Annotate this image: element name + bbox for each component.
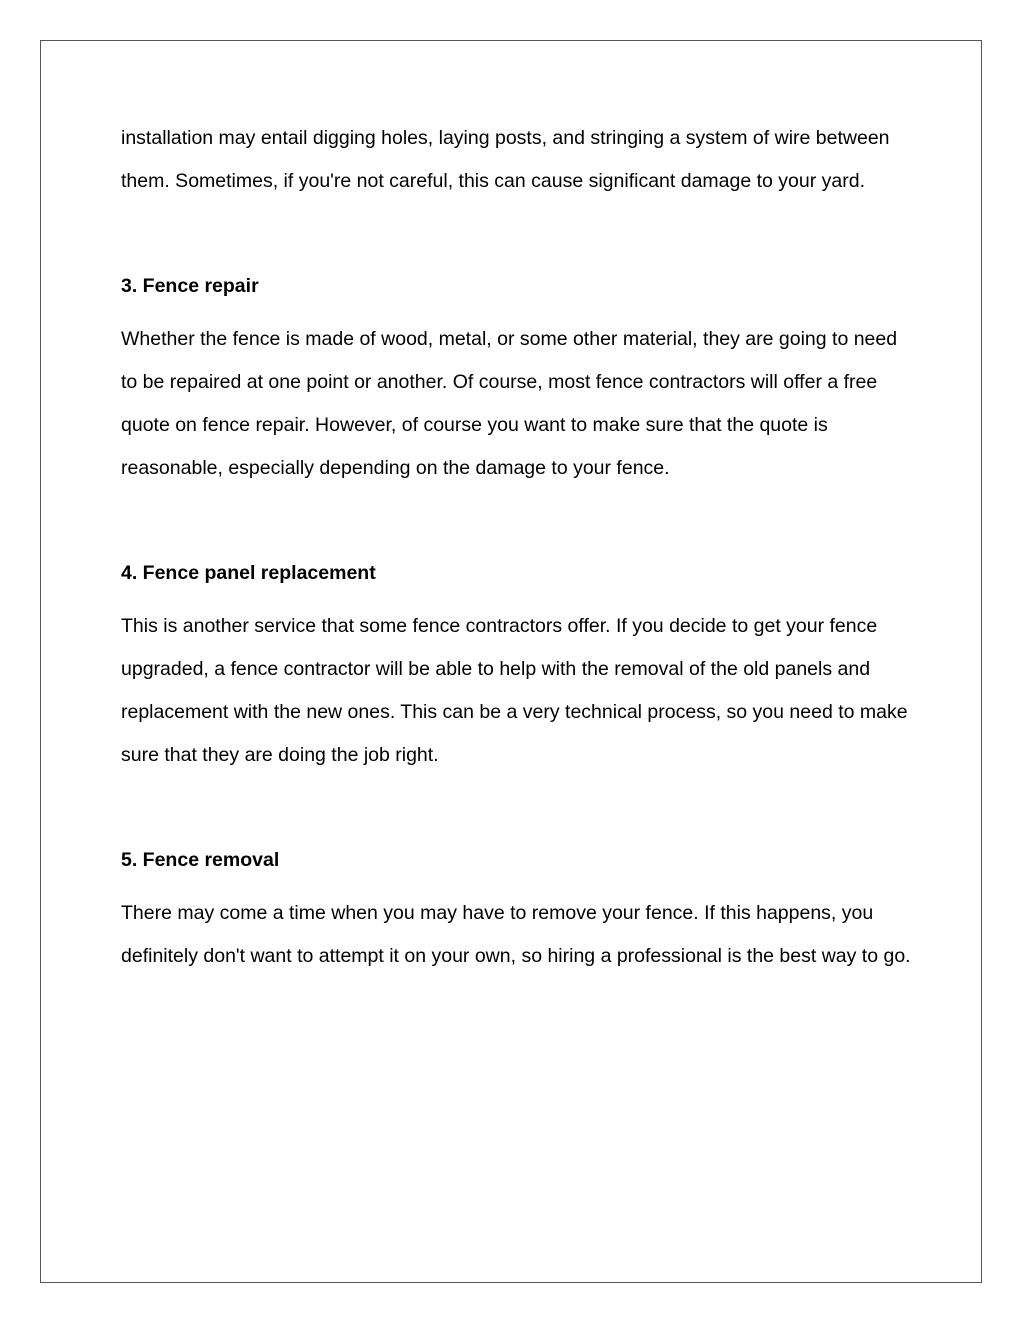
section-paragraph: This is another service that some fence contractors offer. If you decide to get your fence upgraded, a fence contractor will be able to help with the removal of the old panels and replacement with the new ones. This can be a very technical process, so you need to make sure that they are doing the job right. — [121, 615, 908, 766]
intro-paragraph: installation may entail digging holes, laying posts, and stringing a system of wire between them. Sometimes, if you're not careful, this can cause significant damage to your yard. — [121, 127, 890, 192]
section-heading: 4. Fence panel replacement — [121, 562, 376, 584]
section-fence-panel-replacement — [121, 552, 911, 777]
document-body — [121, 117, 911, 978]
section-paragraph: There may come a time when you may have to remove your fence. If this happens, you definitely don't want to attempt it on your own, so hiring a professional is the best way to go. — [121, 902, 911, 967]
section-heading: 3. Fence repair — [121, 275, 259, 297]
section-fence-repair — [121, 265, 911, 490]
section-paragraph: Whether the fence is made of wood, metal, or some other material, they are going to need to be repaired at one point or another. Of course, most fence contractors will offer a free quote on fence repair. However, of course you want to make sure that the quote is reasonable, especially depending on the damage to your fence. — [121, 328, 898, 479]
section-fence-removal — [121, 839, 911, 978]
section-heading: 5. Fence removal — [121, 849, 280, 871]
